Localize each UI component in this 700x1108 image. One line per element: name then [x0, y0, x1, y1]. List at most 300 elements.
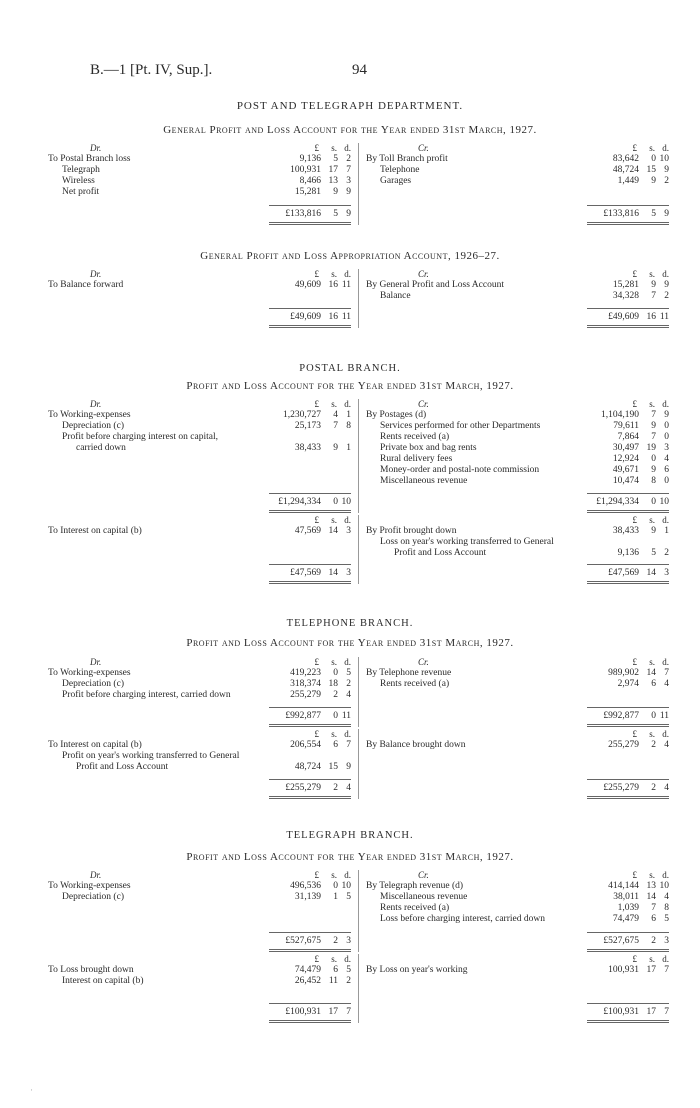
pence-value: 7 [664, 965, 669, 975]
ledger-row [48, 668, 351, 679]
shillings-value: 9 [651, 176, 656, 186]
column-divider [358, 870, 359, 952]
pence-value: 11 [341, 280, 351, 290]
pounds-value: 38,011 [613, 892, 639, 902]
account-title: General Profit and Loss Account for the Year ended 31st March, 1927. [163, 124, 537, 136]
ledger-row [366, 432, 669, 443]
ledger-row [48, 751, 351, 762]
shillings-header: s. [649, 870, 655, 880]
pounds-header: £ [632, 870, 637, 880]
debit-label: Dr. [90, 399, 102, 409]
total-shillings: 0 [651, 497, 656, 507]
row-label: Miscellaneous revenue [380, 892, 468, 902]
total-shillings: 17 [646, 1007, 656, 1017]
pounds-value: 206,554 [290, 740, 321, 750]
pence-value: 3 [346, 526, 351, 536]
pence-value: 2 [346, 976, 351, 986]
pence-header: d. [662, 269, 669, 279]
ledger-row [366, 740, 669, 751]
pence-value: 10 [659, 154, 669, 164]
shillings-value: 6 [333, 965, 338, 975]
branch-heading: TELEGRAPH BRANCH. [286, 830, 414, 841]
column-header [48, 515, 351, 526]
pence-header: d. [344, 399, 351, 409]
total-pounds: £527,675 [603, 936, 639, 946]
debit-label: Dr. [90, 269, 102, 279]
pounds-value: 48,724 [294, 762, 321, 772]
credit-side [366, 870, 669, 952]
pence-value: 2 [346, 679, 351, 689]
shillings-value: 16 [328, 280, 338, 290]
row-label: Profit before charging interest on capital, [62, 432, 218, 442]
total-pence: 3 [346, 936, 351, 946]
credit-side [366, 954, 669, 1023]
ledger-row [48, 690, 351, 701]
total-pence: 7 [346, 1007, 351, 1017]
row-label: Profit and Loss Account [394, 548, 487, 558]
pounds-value: 31,139 [294, 892, 321, 902]
pounds-value: 989,902 [608, 668, 639, 678]
pence-value: 1 [346, 410, 351, 420]
pence-value: 6 [664, 465, 669, 475]
ledger-row [48, 165, 351, 176]
total-shillings: 0 [333, 497, 338, 507]
total-pence: 9 [664, 209, 669, 219]
debit-side [48, 269, 351, 328]
ledger-row [366, 165, 669, 176]
pounds-value: 8,466 [299, 176, 321, 186]
pounds-value: 1,104,190 [601, 410, 639, 420]
pence-value: 4 [664, 892, 669, 902]
row-label: To Loss brought down [48, 965, 134, 975]
shillings-value: 9 [333, 443, 338, 453]
pence-value: 7 [664, 668, 669, 678]
debit-label: Dr. [90, 657, 102, 667]
shillings-value: 14 [328, 526, 338, 536]
ledger-row [366, 154, 669, 165]
ledger-row [366, 443, 669, 454]
ledger-row [48, 280, 351, 291]
column-divider [358, 143, 359, 225]
ledger-block [48, 657, 668, 727]
pounds-value: 1,449 [617, 176, 639, 186]
pounds-value: 34,328 [612, 291, 639, 301]
ledger-row [48, 679, 351, 690]
shillings-value: 5 [651, 548, 656, 558]
row-label: Rents received (a) [380, 679, 450, 689]
total-line [269, 564, 351, 584]
pounds-header: £ [314, 143, 319, 153]
total-line [587, 493, 669, 513]
ledger-block [48, 515, 668, 584]
total-pounds: £133,816 [285, 209, 321, 219]
column-divider [358, 399, 359, 513]
shillings-value: 9 [651, 526, 656, 536]
pence-value: 0 [664, 432, 669, 442]
total-line [587, 779, 669, 799]
total-pence: 9 [346, 209, 351, 219]
account-title: General Profit and Loss Appropriation Account, 1926–27. [200, 250, 500, 262]
shillings-value: 4 [333, 410, 338, 420]
ledger-row [366, 881, 669, 892]
ledger-row [366, 548, 669, 559]
credit-label: Cr. [418, 399, 429, 409]
total-pence: 4 [346, 783, 351, 793]
account-title: Profit and Loss Account for the Year ended 31st March, 1927. [186, 380, 514, 392]
ledger-row [366, 903, 669, 914]
total-line [269, 779, 351, 799]
pence-value: 1 [664, 526, 669, 536]
total-line [587, 932, 669, 952]
pounds-value: 49,609 [294, 280, 321, 290]
row-label: Wireless [62, 176, 95, 186]
pence-header: d. [662, 399, 669, 409]
row-label: To Working-expenses [48, 668, 131, 678]
credit-side [366, 657, 669, 727]
debit-label: Dr. [90, 870, 102, 880]
shillings-header: s. [649, 269, 655, 279]
ledger-row [366, 291, 669, 302]
ledger-row [366, 410, 669, 421]
shillings-value: 0 [651, 154, 656, 164]
column-header [48, 143, 351, 154]
total-pounds: £49,609 [608, 312, 639, 322]
total-pounds: £992,877 [603, 711, 639, 721]
column-header [366, 954, 669, 965]
ledger-row [48, 432, 351, 443]
row-label: By Postages (d) [366, 410, 427, 420]
row-label: carried down [76, 443, 126, 453]
total-shillings: 2 [651, 783, 656, 793]
column-header [48, 954, 351, 965]
row-label: Miscellaneous revenue [380, 476, 468, 486]
row-label: Depreciation (c) [62, 892, 124, 902]
total-shillings: 2 [651, 936, 656, 946]
shillings-value: 14 [646, 668, 656, 678]
ledger-row [366, 679, 669, 690]
total-line [587, 1003, 669, 1023]
shillings-value: 7 [651, 432, 656, 442]
column-divider [358, 657, 359, 727]
column-header [366, 269, 669, 280]
pence-value: 2 [664, 176, 669, 186]
shillings-header: s. [649, 657, 655, 667]
pounds-value: 419,223 [290, 668, 321, 678]
pounds-value: 1,230,727 [283, 410, 321, 420]
row-label: To Working-expenses [48, 410, 131, 420]
pounds-value: 83,642 [612, 154, 639, 164]
pence-header: d. [662, 870, 669, 880]
pounds-header: £ [632, 143, 637, 153]
column-divider [358, 954, 359, 1023]
total-pounds: £255,279 [603, 783, 639, 793]
row-label: Rents received (a) [380, 903, 450, 913]
pence-value: 3 [664, 443, 669, 453]
total-pence: 11 [659, 312, 669, 322]
pounds-header: £ [314, 657, 319, 667]
total-pounds: £100,931 [285, 1007, 321, 1017]
row-label: To Working-expenses [48, 881, 131, 891]
shillings-value: 5 [333, 154, 338, 164]
row-label: Net profit [62, 187, 100, 197]
total-shillings: 14 [646, 568, 656, 578]
debit-side [48, 515, 351, 584]
pence-value: 2 [346, 154, 351, 164]
pence-value: 4 [346, 690, 351, 700]
column-header [366, 143, 669, 154]
row-label: Money-order and postal-note commission [380, 465, 540, 475]
page-header [90, 62, 610, 82]
pounds-header: £ [632, 399, 637, 409]
pounds-value: 74,479 [294, 965, 321, 975]
pounds-value: 9,136 [617, 548, 639, 558]
pence-header: d. [662, 143, 669, 153]
shillings-value: 17 [328, 165, 338, 175]
row-label: By Balance brought down [366, 740, 466, 750]
pounds-value: 15,281 [612, 280, 639, 290]
row-label: By Profit brought down [366, 526, 457, 536]
total-line [269, 308, 351, 328]
row-label: Loss on year's working transferred to General [380, 537, 554, 547]
ledger-row [48, 762, 351, 773]
row-label: Rents received (a) [380, 432, 450, 442]
debit-side [48, 729, 351, 799]
pounds-value: 414,144 [608, 881, 639, 891]
column-divider [358, 729, 359, 799]
shillings-value: 11 [328, 976, 338, 986]
total-shillings: 0 [651, 711, 656, 721]
pence-value: 4 [664, 454, 669, 464]
shillings-value: 6 [651, 914, 656, 924]
row-label: Garages [380, 176, 412, 186]
shillings-value: 18 [328, 679, 338, 689]
total-shillings: 16 [646, 312, 656, 322]
ledger-row [366, 421, 669, 432]
column-header [366, 399, 669, 410]
shillings-value: 7 [333, 421, 338, 431]
pence-value: 5 [664, 914, 669, 924]
pence-header: d. [662, 954, 669, 964]
pounds-value: 74,479 [612, 914, 639, 924]
pounds-value: 47,569 [294, 526, 321, 536]
pence-value: 9 [664, 280, 669, 290]
shillings-header: s. [331, 870, 337, 880]
total-pounds: £133,816 [603, 209, 639, 219]
pounds-value: 26,452 [294, 976, 321, 986]
row-label: Depreciation (c) [62, 679, 124, 689]
ledger-row [366, 176, 669, 187]
row-label: To Interest on capital (b) [48, 740, 142, 750]
shillings-header: s. [649, 399, 655, 409]
pounds-value: 255,279 [290, 690, 321, 700]
pounds-value: 100,931 [290, 165, 321, 175]
total-shillings: 5 [651, 209, 656, 219]
ledger-block [48, 269, 668, 328]
pence-header: d. [344, 269, 351, 279]
pence-value: 4 [664, 679, 669, 689]
row-label: Telephone [380, 165, 420, 175]
total-pence: 11 [341, 312, 351, 322]
ledger-row [48, 965, 351, 976]
ledger-row [48, 187, 351, 198]
pounds-header: £ [632, 954, 637, 964]
row-label: To Postal Branch loss [48, 154, 131, 164]
page-number: 94 [352, 62, 367, 78]
ledger-row [366, 280, 669, 291]
ledger-row [48, 176, 351, 187]
shillings-value: 7 [651, 903, 656, 913]
pounds-value: 7,864 [617, 432, 639, 442]
credit-side [366, 399, 669, 513]
pounds-value: 25,173 [294, 421, 321, 431]
pounds-value: 38,433 [294, 443, 321, 453]
pence-header: d. [344, 515, 351, 525]
column-header [48, 657, 351, 668]
pence-value: 9 [346, 762, 351, 772]
pounds-value: 79,611 [613, 421, 639, 431]
ledger-row [366, 892, 669, 903]
row-label: By Toll Branch profit [366, 154, 448, 164]
pence-value: 8 [346, 421, 351, 431]
ledger-block [48, 399, 668, 513]
pounds-header: £ [632, 269, 637, 279]
total-shillings: 2 [333, 783, 338, 793]
ledger-row [48, 410, 351, 421]
pounds-header: £ [632, 729, 637, 739]
shillings-value: 7 [651, 291, 656, 301]
column-header [48, 269, 351, 280]
total-pounds: £100,931 [603, 1007, 639, 1017]
total-pence: 7 [664, 1007, 669, 1017]
account-title: Profit and Loss Account for the Year ended 31st March, 1927. [186, 851, 514, 863]
shillings-header: s. [331, 729, 337, 739]
pounds-value: 255,279 [608, 740, 639, 750]
row-label: Rural delivery fees [380, 454, 453, 464]
pounds-header: £ [314, 515, 319, 525]
total-pounds: £992,877 [285, 711, 321, 721]
pounds-value: 10,474 [612, 476, 639, 486]
total-pence: 3 [346, 568, 351, 578]
total-pence: 10 [659, 497, 669, 507]
shillings-header: s. [649, 729, 655, 739]
total-line [587, 205, 669, 225]
shillings-header: s. [331, 954, 337, 964]
pounds-header: £ [314, 269, 319, 279]
column-header [366, 870, 669, 881]
total-line [587, 308, 669, 328]
row-label: Private box and bag rents [380, 443, 477, 453]
pounds-header: £ [632, 515, 637, 525]
pence-value: 5 [346, 668, 351, 678]
pence-value: 5 [346, 892, 351, 902]
total-pounds: £1,294,334 [278, 497, 321, 507]
shillings-header: s. [331, 515, 337, 525]
ledger-row [48, 443, 351, 454]
ledger-row [366, 465, 669, 476]
credit-label: Cr. [418, 269, 429, 279]
pounds-value: 38,433 [612, 526, 639, 536]
row-label: By Telegraph revenue (d) [366, 881, 464, 891]
total-line [587, 564, 669, 584]
shillings-header: s. [649, 954, 655, 964]
total-line [587, 707, 669, 727]
document-reference: B.—1 [Pt. IV, Sup.]. [90, 62, 213, 78]
row-label: Profit on year's working transferred to General [62, 751, 240, 761]
total-pence: 11 [659, 711, 669, 721]
shillings-value: 8 [651, 476, 656, 486]
row-label: By Loss on year's working [366, 965, 468, 975]
total-pence: 4 [664, 783, 669, 793]
row-label: By Telephone revenue [366, 668, 452, 678]
pence-header: d. [662, 515, 669, 525]
row-label: Telegraph [62, 165, 100, 175]
shillings-value: 2 [333, 690, 338, 700]
credit-side [366, 143, 669, 225]
margin-mark: · [30, 1085, 33, 1095]
pence-value: 1 [346, 443, 351, 453]
pence-value: 9 [664, 410, 669, 420]
ledger-row [366, 668, 669, 679]
ledger-block [48, 870, 668, 952]
shillings-header: s. [331, 657, 337, 667]
ledger-row [366, 537, 669, 548]
shillings-header: s. [331, 269, 337, 279]
total-pounds: £527,675 [285, 936, 321, 946]
pence-header: d. [662, 657, 669, 667]
pence-header: d. [344, 657, 351, 667]
pence-value: 8 [664, 903, 669, 913]
pounds-header: £ [632, 657, 637, 667]
total-shillings: 14 [328, 568, 338, 578]
branch-heading: TELEPHONE BRANCH. [286, 618, 414, 629]
debit-side [48, 954, 351, 1023]
shillings-value: 6 [333, 740, 338, 750]
row-label: To Balance forward [48, 280, 124, 290]
ledger-row [48, 421, 351, 432]
pence-value: 9 [346, 187, 351, 197]
ledger-row [366, 965, 669, 976]
ledger-row [366, 526, 669, 537]
row-label: Balance [380, 291, 411, 301]
ledger-block [48, 729, 668, 799]
pounds-value: 2,974 [617, 679, 639, 689]
pounds-value: 49,671 [612, 465, 639, 475]
shillings-value: 13 [646, 881, 656, 891]
shillings-value: 7 [651, 410, 656, 420]
column-header [366, 515, 669, 526]
pence-header: d. [344, 870, 351, 880]
shillings-value: 13 [328, 176, 338, 186]
ledger-row [48, 881, 351, 892]
row-label: Loss before charging interest, carried down [380, 914, 545, 924]
credit-label: Cr. [418, 143, 429, 153]
credit-label: Cr. [418, 870, 429, 880]
shillings-header: s. [649, 143, 655, 153]
pence-header: d. [662, 729, 669, 739]
pounds-header: £ [314, 954, 319, 964]
row-label: Depreciation (c) [62, 421, 124, 431]
total-line [269, 205, 351, 225]
total-line [269, 1003, 351, 1023]
pounds-value: 100,931 [608, 965, 639, 975]
row-label: Interest on capital (b) [62, 976, 144, 986]
pence-value: 10 [341, 881, 351, 891]
shillings-value: 0 [651, 454, 656, 464]
shillings-value: 15 [646, 165, 656, 175]
ledger-block [48, 954, 668, 1023]
pence-value: 4 [664, 740, 669, 750]
pounds-value: 496,536 [290, 881, 321, 891]
